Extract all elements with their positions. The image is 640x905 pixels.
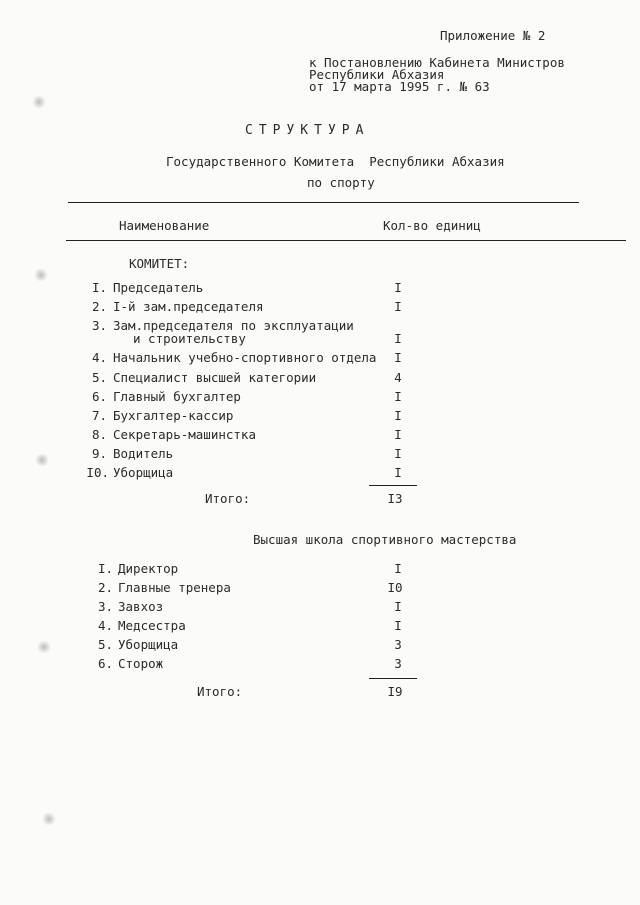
- item-name: Директор: [118, 561, 179, 576]
- scan-smudge: [35, 453, 49, 467]
- item-name: Завхоз: [118, 599, 164, 614]
- item-number: 2.: [91, 299, 107, 314]
- section-heading: Высшая школа спортивного мастерства: [253, 532, 517, 547]
- item-number: 3.: [97, 599, 113, 614]
- item-number: 5.: [97, 637, 113, 652]
- item-number: 8.: [91, 427, 107, 442]
- item-number: 9.: [91, 446, 107, 461]
- item-number: 4.: [91, 350, 107, 365]
- item-quantity: I: [394, 465, 402, 480]
- item-quantity: I: [394, 408, 402, 423]
- item-quantity: 3: [394, 637, 402, 652]
- item-number: 7.: [91, 408, 107, 423]
- item-quantity: I: [394, 599, 402, 614]
- item-name: Сторож: [118, 656, 164, 671]
- item-quantity: I: [394, 280, 402, 295]
- subtitle-line-1: Государственного Комитета Республики Абхазия: [166, 154, 505, 169]
- item-quantity: I0: [387, 580, 403, 595]
- scan-smudge: [34, 268, 48, 282]
- item-name: Главный бухгалтер: [113, 389, 241, 404]
- scan-smudge: [32, 95, 46, 109]
- resolution-line-1: к Постановлению Кабинета Министров: [309, 55, 565, 70]
- scan-smudge: [42, 812, 56, 826]
- item-number: 6.: [97, 656, 113, 671]
- document-title: СТРУКТУРА: [245, 123, 370, 138]
- item-number: 3.: [91, 318, 107, 333]
- header-rule-top: [68, 202, 579, 203]
- item-name: Уборщица: [118, 637, 179, 652]
- item-number: I0.: [86, 465, 109, 480]
- item-number: 2.: [97, 580, 113, 595]
- item-name: Водитель: [113, 446, 174, 461]
- item-quantity: I: [394, 299, 402, 314]
- item-number: I.: [91, 280, 107, 295]
- column-header-qty: Кол-во единиц: [383, 218, 481, 233]
- item-quantity: I: [394, 331, 402, 346]
- resolution-line-3: от 17 марта 1995 г. № 63: [309, 79, 490, 94]
- item-name: Бухгалтер-кассир: [113, 408, 234, 423]
- item-quantity: 4: [394, 370, 402, 385]
- section-heading: КОМИТЕТ:: [129, 256, 190, 271]
- item-quantity: 3: [394, 656, 402, 671]
- item-name: Секретарь-машинстка: [113, 427, 256, 442]
- item-quantity: I: [394, 446, 402, 461]
- item-name: I-й зам.председателя: [113, 299, 264, 314]
- total-label: Итого:: [205, 491, 251, 506]
- item-name: Председатель: [113, 280, 204, 295]
- item-name: Уборщица: [113, 465, 174, 480]
- item-quantity: I: [394, 561, 402, 576]
- total-rule: [369, 678, 417, 679]
- scan-smudge: [37, 640, 51, 654]
- header-rule-bottom: [66, 240, 626, 241]
- total-value: I9: [387, 684, 403, 699]
- item-quantity: I: [394, 389, 402, 404]
- item-name: Медсестра: [118, 618, 186, 633]
- item-name-continued: и строительству: [133, 331, 246, 346]
- item-name: Главные тренера: [118, 580, 231, 595]
- total-label: Итого:: [197, 684, 243, 699]
- subtitle-line-2: по спорту: [307, 175, 375, 190]
- resolution-line-2: Республики Абхазия: [309, 67, 445, 82]
- item-quantity: I: [394, 350, 402, 365]
- item-name: Зам.председателя по эксплуатации: [113, 318, 354, 333]
- item-number: 4.: [97, 618, 113, 633]
- item-name: Начальник учебно-спортивного отдела: [113, 350, 377, 365]
- item-number: 5.: [91, 370, 107, 385]
- item-number: 6.: [91, 389, 107, 404]
- total-value: I3: [387, 491, 403, 506]
- item-quantity: I: [394, 427, 402, 442]
- item-quantity: I: [394, 618, 402, 633]
- total-rule: [369, 485, 417, 486]
- item-name: Специалист высшей категории: [113, 370, 317, 385]
- column-header-name: Наименование: [119, 218, 210, 233]
- appendix-label: Приложение № 2: [440, 28, 546, 43]
- item-number: I.: [97, 561, 113, 576]
